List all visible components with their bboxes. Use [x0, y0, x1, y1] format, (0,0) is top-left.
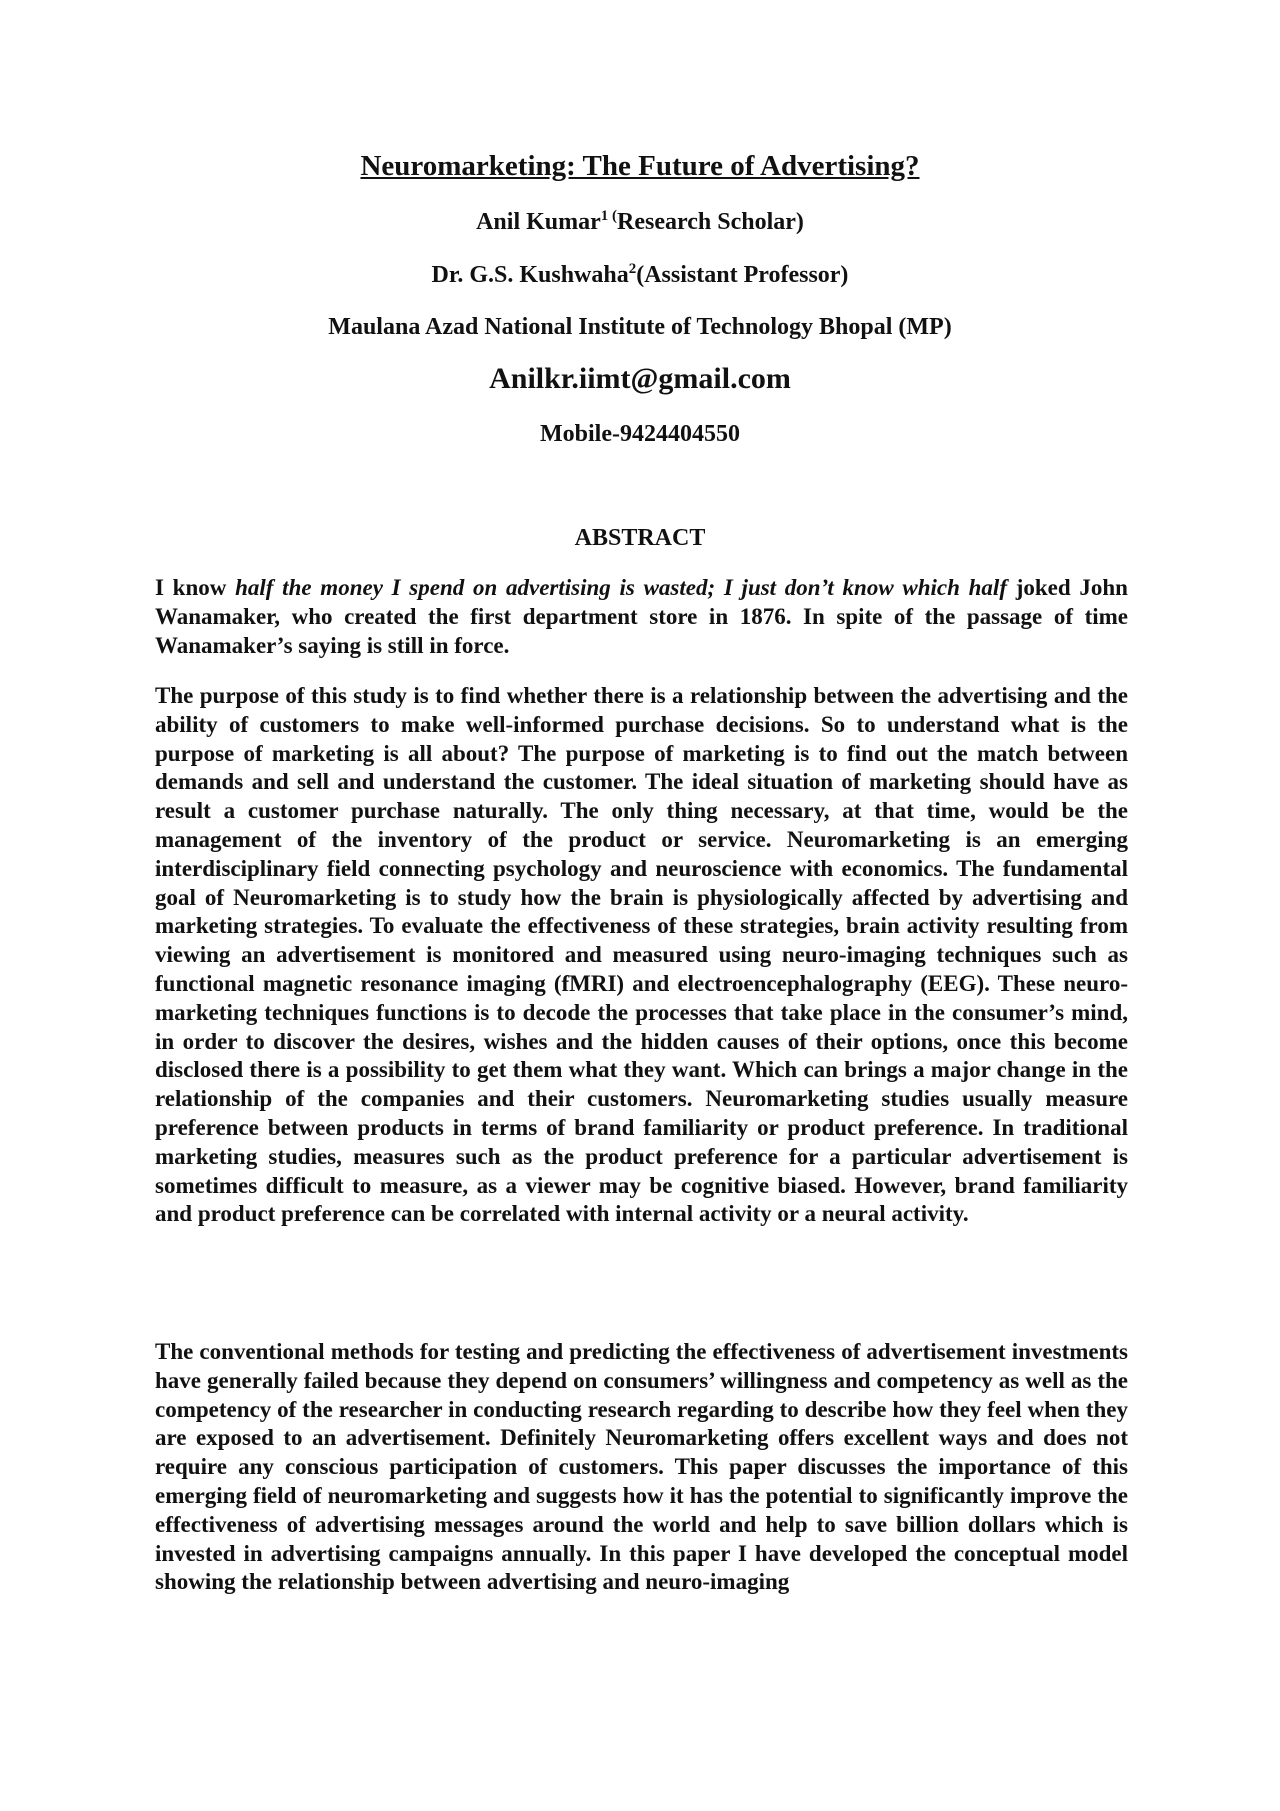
paragraph-1-rest: joked John Wanamaker, who created the first department store in 1876. In spite of the passage of time Wanamaker’s saying is still in force.	[155, 575, 1128, 658]
author-2-superscript: 2	[628, 261, 637, 277]
paragraph-1-lead: I know	[155, 575, 236, 600]
institution: Maulana Azad National Institute of Technology Bhopal (MP)	[328, 314, 952, 340]
wanamaker-quote: half the money I spend on advertising is wasted; I just don’t know which half	[235, 575, 1007, 600]
author-1	[0, 209, 1280, 236]
author-2-role: (Assistant Professor)	[636, 262, 849, 288]
author-email: Anilkr.iimt@gmail.com	[489, 362, 791, 395]
author-1-role: Research Scholar)	[617, 209, 804, 235]
author-2-name: Dr. G.S. Kushwaha	[431, 262, 629, 288]
paper-title: Neuromarketing: The Future of Advertising?	[360, 150, 920, 182]
author-2	[0, 262, 1280, 289]
abstract-paragraph-2: The purpose of this study is to find whether there is a relationship between the advertising and the ability of customers to make well-informed purchase decisions. So to understand what is the purpose of marketing is all about? The purpose of marketing is to find out the match between demands and sell and understand the customer. The ideal situation of marketing should have as result a customer purchase naturally. The only thing necessary, at that time, would be the management of the inventory of the product or service. Neuromarketing is an emerging interdisciplinary field connecting psychology and neuroscience with economics. The fundamental goal of Neuromarketing is to study how the brain is physiologically affected by advertising and marketing strategies. To evaluate the effectiveness of these strategies, brain activity resulting from viewing an advertisement is monitored and measured using neuro-imaging techniques such as functional magnetic resonance imaging (fMRI) and electroencephalography (EEG). These neuro-marketing techniques functions is to decode the processes that take place in the consumer’s mind, in order to discover the desires, wishes and the hidden causes of their options, once this become disclosed there is a possibility to get them what they want. Which can brings a major change in the relationship of the companies and their customers. Neuromarketing studies usually measure preference between products in terms of brand familiarity or product preference. In traditional marketing studies, measures such as the product preference for a particular advertisement is sometimes difficult to measure, as a viewer may be cognitive biased. However, brand familiarity and product preference can be correlated with internal activity or a neural activity.	[155, 683, 1128, 1227]
abstract-heading: ABSTRACT	[574, 525, 706, 551]
author-1-superscript: 1 (	[600, 208, 618, 224]
abstract-paragraph-1	[155, 574, 1128, 660]
author-1-name: Anil Kumar	[476, 209, 601, 235]
abstract-paragraph-3: The conventional methods for testing and predicting the effectiveness of advertisement investments have generally failed because they depend on consumers’ willingness and competency as well as the competency of the researcher in conducting research regarding to describe how they feel when they are exposed to an advertisement. Definitely Neuromarketing offers excellent ways and does not require any conscious participation of customers. This paper discusses the importance of this emerging field of neuromarketing and suggests how it has the potential to significantly improve the effectiveness of advertising messages around the world and help to save billion dollars which is invested in advertising campaigns annually. In this paper I have developed the conceptual model showing the relationship between advertising and neuro-imaging	[155, 1339, 1128, 1595]
author-mobile: Mobile-9424404550	[540, 421, 740, 447]
